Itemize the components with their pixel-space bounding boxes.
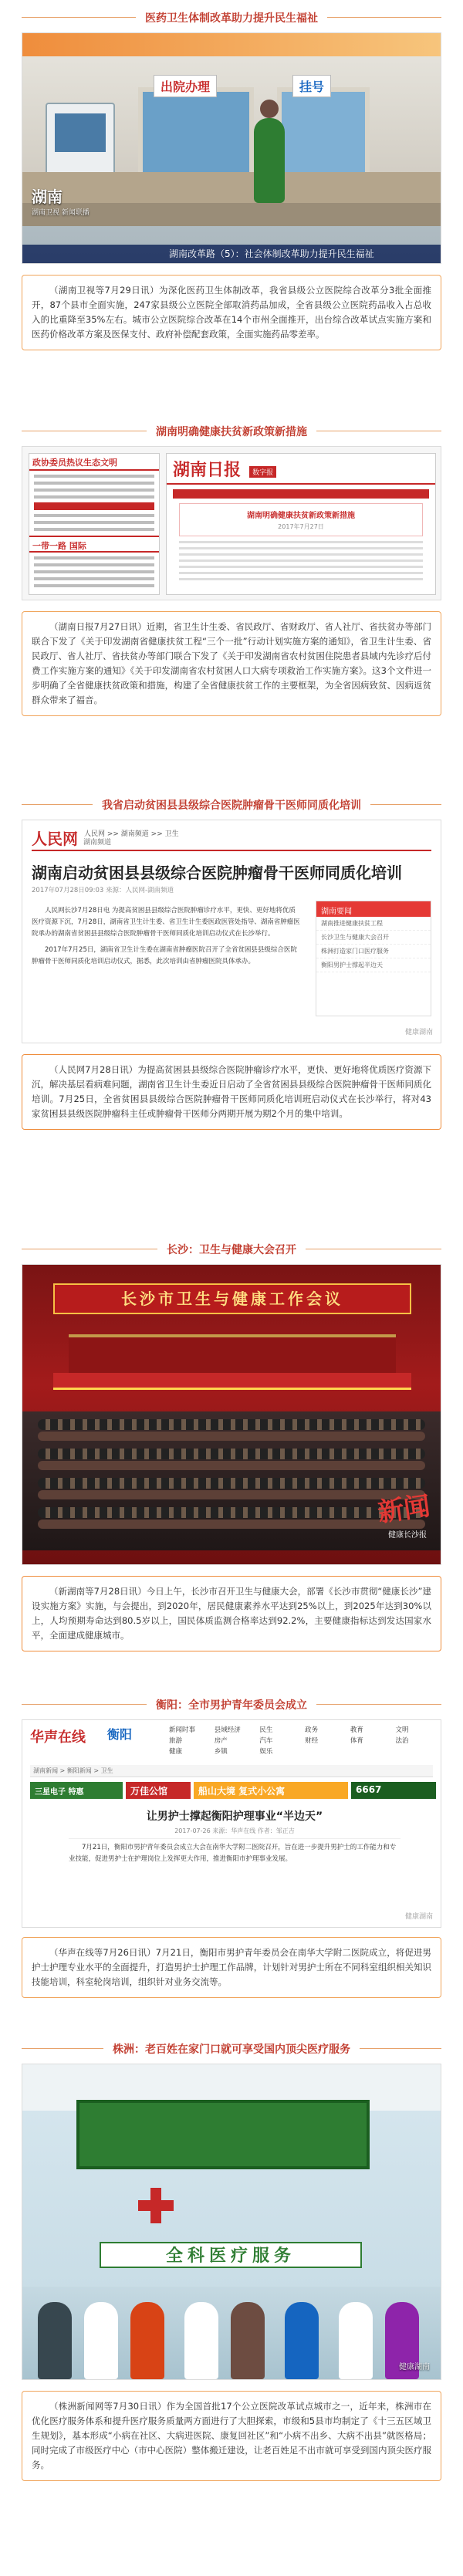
article-meta: 2017年07月28日09:03 来源：人民网-湖南频道 bbox=[32, 887, 174, 894]
nav-link[interactable]: 汽车 bbox=[259, 1737, 273, 1745]
web-article-screenshot bbox=[22, 820, 441, 1043]
nav-link[interactable]: 新闻时事 bbox=[169, 1726, 196, 1734]
newspaper-screenshot bbox=[22, 446, 441, 600]
nav-link[interactable]: 健康 bbox=[169, 1748, 183, 1756]
watermark: 健康湖南 bbox=[399, 2363, 430, 2371]
nav-link[interactable]: 政务 bbox=[305, 1726, 319, 1734]
notice-board bbox=[76, 2100, 370, 2169]
site-logo: 华声在线 bbox=[30, 1729, 86, 1746]
web-article-screenshot bbox=[22, 1719, 441, 1928]
section-caption: （人民网7月28日讯）为提高贫困县县级综合医院肿瘤诊疗水平，更快、更好地将优质医疗资源下沉，解决基层看病难问题，湖南省卫生计生委近日启动了全省贫困县县级综合医院肿瘤骨干医师同质化培训。7月25日，全省贫困县县级综合医院肿瘤骨干医师同质化培训班启动仪式在长沙举行，将对43家贫困县县级医院肿瘤科主任或肿瘤骨干医师分两期开展为期2个月的集中培训。 bbox=[22, 1054, 441, 1130]
sidebar-link[interactable]: 长沙卫生与健康大会召开 bbox=[316, 931, 431, 945]
section-title: 株洲：老百姓在家门口就可享受国内顶尖医疗服务 bbox=[103, 2041, 360, 2057]
conference-photo bbox=[22, 1264, 441, 1565]
crowd bbox=[22, 2287, 441, 2379]
ad-banner[interactable]: 万佳公馆 bbox=[126, 1782, 191, 1799]
nav-link[interactable]: 民生 bbox=[259, 1726, 273, 1734]
nav-link[interactable]: 财经 bbox=[305, 1737, 319, 1745]
breadcrumb: 人民网 >> 湖南频道 >> 卫生 bbox=[84, 830, 179, 838]
watermark: 健康湖南 bbox=[404, 1913, 433, 1921]
section-caption: （华声在线等7月26日讯）7月21日，衡阳市男护青年委员会在南华大学附二医院成立，将促进男护士护理专业水平的全面提升，打造男护士护理工作品牌，计划针对男护士所在不同科室组织相关知识技能培训，科室轮岗培训，组织针对业务交流等。 bbox=[22, 1937, 441, 1998]
nav-link[interactable]: 县域经济 bbox=[214, 1726, 241, 1734]
section-caption: （湖南日报7月27日讯）近期，省卫生计生委、省民政厅、省财政厅、省人社厅、省扶贫办等部门联合下发了《关于印发湖南省健康扶贫工程“三个一批”行动计划实施方案的通知》，省卫生计生委、省民政厅、省人社厅、省扶贫办等部门联合下发了《关于印发湖南省农村贫困住院患者县域内先诊疗后付费工作实施方案的通知》《关于印发湖南省农村贫困人口大病专项救治工作实施方案》。这3个文件进一步明确了全省健康扶贫政策和措施，构建了全省健康扶贫工作的主要框架，为全省因病致贫、因病返贫群众带来了福音。 bbox=[22, 611, 441, 716]
nav-link[interactable]: 旅游 bbox=[169, 1737, 183, 1745]
section-title: 医药卫生体制改革助力提升民生福祉 bbox=[136, 10, 327, 25]
ad-banner[interactable]: 船山大境 复式小公寓 bbox=[194, 1782, 348, 1799]
section-caption: （湖南卫视等7月29日讯）为深化医药卫生体制改革，我省县级公立医院综合改革分3批全面推开，87个县市全面实施，247家县级公立医院全部取消药品加成，全省县级公立医院药品收入占总收入的比重降至35%左右。城市公立医院综合改革在14个市州全面推开，出台综合改革试点实施方案和医药价格改革方案及医保支付、政府补偿配套政策，全面实施药品零差率。 bbox=[22, 275, 441, 350]
clinic-banner: 全科医疗服务 bbox=[100, 2242, 362, 2268]
nav-link[interactable]: 体育 bbox=[350, 1737, 363, 1745]
nav-link[interactable]: 娱乐 bbox=[259, 1748, 273, 1756]
city-channel: 衡阳 bbox=[107, 1727, 133, 1742]
article-body: 7月21日，衡阳市男护青年委员会成立大会在南华大学附二医院召开，旨在进一步提升男护士的工作能力和专业技能，促进男护士在护理岗位上发挥更大作用，推进衡阳市护理事业发展。 bbox=[69, 1844, 397, 1863]
section-zhuzhou-medical bbox=[22, 2039, 441, 2571]
newspaper-article bbox=[166, 453, 436, 595]
newspaper-left-page: 政协委员热议生态文明 一带一路 国际 bbox=[29, 453, 160, 595]
audience bbox=[22, 1411, 441, 1550]
breadcrumb: 湖南新闻 > 衡阳新闻 > 卫生 bbox=[30, 1765, 433, 1777]
sidebar-link[interactable]: 湖南推进健康扶贫工程 bbox=[316, 917, 431, 931]
section-title: 长沙：卫生与健康大会召开 bbox=[157, 1242, 306, 1257]
section-caption: （新湖南等7月28日讯）今日上午，长沙市召开卫生与健康大会，部署《长沙市贯彻“健康长沙”建设实施方案》实施，与会提出，到2020年，居民健康素养水平达到25%以上，到2025年达到30%以上，人均预期寿命达到80.5岁以上，国民体质监测合格率达到92.2%，主要健康指标达到发达国家水平，全面建成健康城市。 bbox=[22, 1576, 441, 1651]
nav-link[interactable]: 房产 bbox=[214, 1737, 228, 1745]
podium-table bbox=[53, 1373, 411, 1390]
conference-banner: 长沙市卫生与健康工作会议 bbox=[53, 1283, 411, 1314]
hospital-photo bbox=[22, 32, 441, 264]
ad-banner[interactable]: 6667 bbox=[351, 1782, 436, 1799]
sidebar-link[interactable]: 衡阳男护士撑起半边天 bbox=[316, 958, 431, 972]
article-headline: 湖南启动贫困县县级综合医院肿瘤骨干医师同质化培训 bbox=[32, 864, 402, 882]
section-oncology-training bbox=[22, 795, 441, 1227]
patient-figure bbox=[254, 118, 285, 203]
section-healthcare-reform bbox=[22, 8, 441, 409]
article-meta: 2017-07-26 来源：华声在线 作者：邹正吉 bbox=[69, 1827, 400, 1839]
section-health-poverty bbox=[22, 421, 441, 784]
article-headline: 让男护士撑起衡阳护理事业“半边天” bbox=[146, 1810, 323, 1823]
nav-link[interactable]: 乡镇 bbox=[214, 1748, 228, 1756]
lower-third-caption: 湖南改革路（5）：社会体制改革助力提升民生福祉 bbox=[22, 245, 441, 263]
site-logo: 人民网 湖南频道 bbox=[32, 830, 111, 848]
watermark: 健康湖南 bbox=[404, 1029, 433, 1036]
section-title: 衡阳：全市男护青年委员会成立 bbox=[147, 1697, 316, 1712]
channel-logo: 湖南 湖南卫视 新闻联播 bbox=[32, 188, 90, 217]
newspaper-masthead: 湖南日报 bbox=[173, 460, 242, 480]
section-hengyang-nurses bbox=[22, 1695, 441, 2034]
nav-link[interactable]: 文明 bbox=[395, 1726, 409, 1734]
sidebar-link[interactable]: 株洲打造家门口医疗服务 bbox=[316, 945, 431, 958]
news-stamp-sub: 健康长沙报 bbox=[388, 1531, 427, 1540]
red-cross-icon bbox=[138, 2188, 174, 2223]
section-changsha-conference bbox=[22, 1239, 441, 1687]
nav-link[interactable]: 法治 bbox=[395, 1737, 409, 1745]
discharge-sign: 出院办理 bbox=[154, 75, 217, 97]
digital-edition-tag: 数字报 bbox=[249, 466, 276, 478]
newspaper-headline: 湖南明确健康扶贫新政策新措施 2017年7月27日 bbox=[179, 503, 423, 536]
article-body: 人民网长沙7月28日电 为提高贫困县县级综合医院肿瘤诊疗水平，更快、更好地将优质医疗资源下沉，7月28日，湖南省卫生计生委、省卫生计生委医政医管处指导、湖南省肿瘤医院承办的湖南省贫困县县级综合医院肿瘤骨干医师同质化培训启动仪式在长沙举行。 2017年7月25日，湖南省卫生计生委在湖南省肿瘤医院召开了全省贫困县县级综合医院肿瘤骨干医师同质化培训启动仪式，据悉，此次培训由省肿瘤医院具体承办。 bbox=[32, 907, 300, 965]
section-caption: （株洲新闻网等7月30日讯）作为全国首批17个公立医院改革试点城市之一，近年来，株洲市在优化医疗服务体系和提升医疗服务质量两方面进行了大胆探索，市级和5县市均制定了《十三五区域卫生规划》，基本形成“小病在社区、大病进医院、康复回社区”和“小病不出乡、大病不出县”就医格局；同时完成了市级医疗中心（市中心医院）整体搬迁建设，让老百姓足不出市就可享受到国内顶尖医疗服务。 bbox=[22, 2391, 441, 2481]
site-nav bbox=[169, 1725, 439, 1757]
registration-sign: 挂号 bbox=[292, 75, 331, 97]
news-stamp: 新闻 bbox=[376, 1490, 432, 1529]
sidebar-news: 湖南要闻 湖南推进健康扶贫工程 长沙卫生与健康大会召开 株洲打造家门口医疗服务 衡阳男护士撑起半边天 bbox=[316, 901, 431, 1016]
nav-link[interactable]: 教育 bbox=[350, 1726, 363, 1734]
clinic-photo bbox=[22, 2064, 441, 2380]
section-title: 湖南明确健康扶贫新政策新措施 bbox=[147, 424, 316, 439]
section-title: 我省启动贫困县县级综合医院肿瘤骨干医师同质化培训 bbox=[93, 797, 370, 813]
ad-banner[interactable]: 三星电子 特惠 bbox=[30, 1782, 123, 1799]
